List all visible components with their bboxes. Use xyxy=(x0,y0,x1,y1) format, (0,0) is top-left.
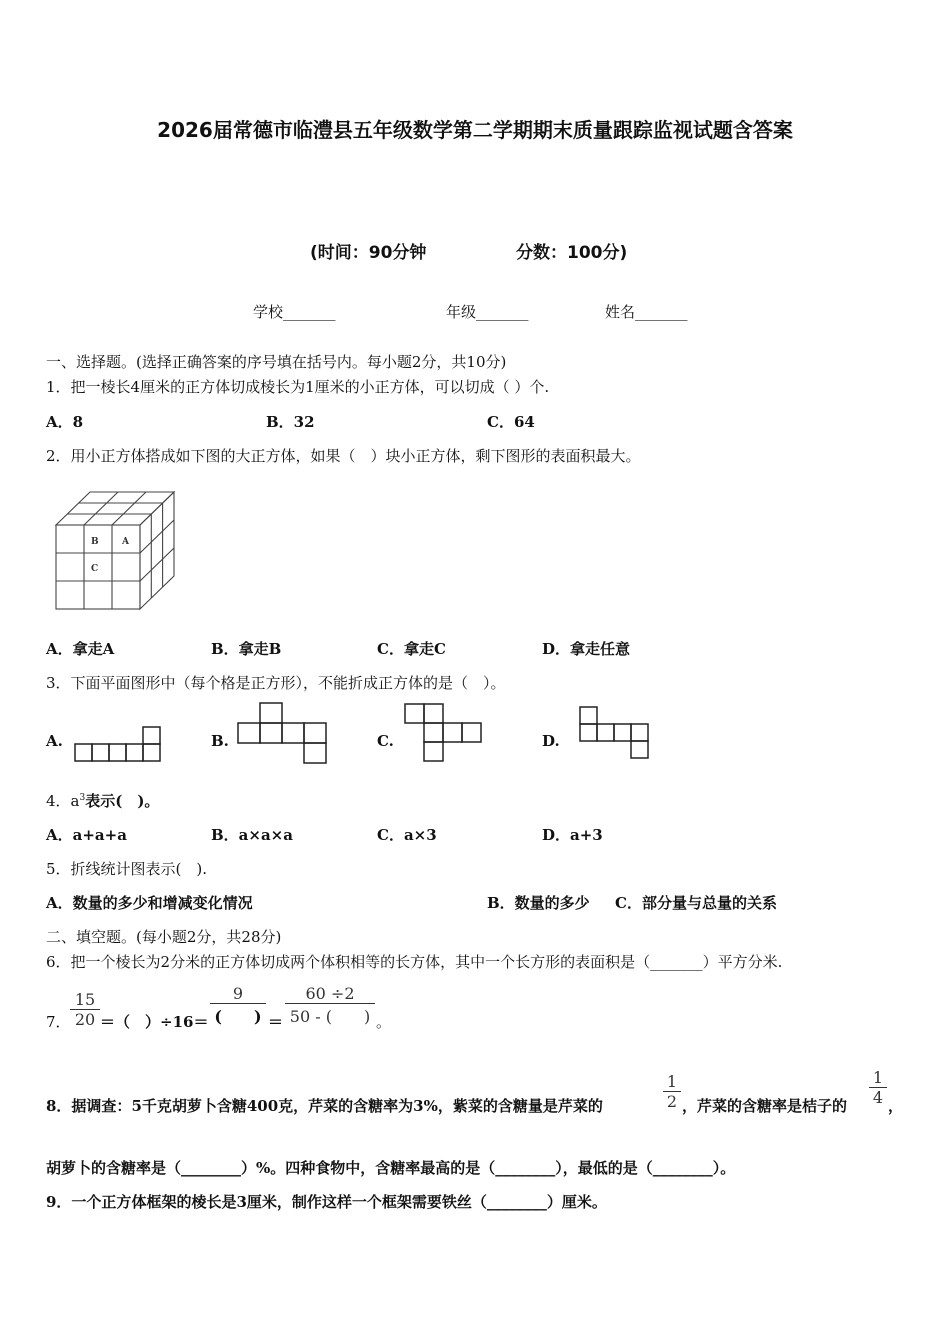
question-7-number: 7． xyxy=(46,1013,71,1031)
question-4: 4．$a^3$表示( )。 xyxy=(46,792,160,810)
q1-option-b: B．32 xyxy=(266,413,315,431)
net-b-figure xyxy=(237,702,331,764)
question-3: 3．下面平面图形中（每个格是正方形），不能折成正方体的是（ ）。 xyxy=(46,674,506,692)
page-title: 2026届常德市临澧县五年级数学第二学期期末质量跟踪监视试题含答案 xyxy=(157,118,793,142)
question-8-line-2: 胡萝卜的含糖率是（________）%。四种食物中，含糖率最高的是（________），最低的是（________）。 xyxy=(46,1159,736,1177)
q2-option-a: A．拿走A xyxy=(46,640,115,658)
q4-option-b: B．a×a×a xyxy=(211,826,293,844)
exam-time: (时间：90分钟 xyxy=(310,243,427,263)
q7-end: 。 xyxy=(376,1013,392,1031)
q5-option-c: C．部分量与总量的关系 xyxy=(615,894,777,912)
q3-option-d: D. xyxy=(542,732,560,750)
q1-option-c: C．64 xyxy=(487,413,535,431)
cube-label-a: A xyxy=(122,537,129,547)
q2-option-c: C．拿走C xyxy=(377,640,446,658)
question-2: 2．用小正方体搭成如下图的大正方体，如果（ ）块小正方体，剩下图形的表面积最大。 xyxy=(46,447,641,465)
q3-option-c: C. xyxy=(377,732,394,750)
q4-option-c: C．a×3 xyxy=(377,826,437,844)
question-8: 8．据调查：5千克胡萝卜含糖400克，芹菜的含糖率为3%，紫菜的含糖量是芹菜的 xyxy=(46,1097,603,1115)
q2-option-d: D．拿走任意 xyxy=(542,640,631,658)
q3-option-a: A. xyxy=(46,732,63,750)
q8-fraction-half: 1 2 xyxy=(663,1072,681,1111)
q1-option-a: A．8 xyxy=(46,413,84,431)
q7-fraction-1: 15 20 xyxy=(70,990,100,1029)
section-2-heading: 二、填空题。(每小题2分，共28分) xyxy=(46,928,282,946)
q7-fraction-2: 9 ( ) xyxy=(210,984,266,1027)
name-field: 姓名_______ xyxy=(605,303,688,321)
net-d-figure xyxy=(579,706,653,762)
q7-equals: ＝ xyxy=(268,1013,284,1031)
q5-option-a: A．数量的多少和增减变化情况 xyxy=(46,894,253,912)
exam-score: 分数：100分) xyxy=(516,243,628,263)
q8-middle: ，芹菜的含糖率是桔子的 xyxy=(682,1097,848,1115)
cube-figure xyxy=(54,490,178,612)
q8-comma: ， xyxy=(888,1097,904,1115)
question-6: 6．把一个棱长为2分米的正方体切成两个体积相等的长方体，其中一个长方形的表面积是（_______）平方分米. xyxy=(46,953,783,971)
question-9: 9．一个正方体框架的棱长是3厘米，制作这样一个框架需要铁丝（________）厘米。 xyxy=(46,1193,607,1211)
q3-option-b: B. xyxy=(211,732,229,750)
question-1: 1．把一棱长4厘米的正方体切成棱长为1厘米的小正方体，可以切成（ ）个. xyxy=(46,378,550,396)
q7-fraction-3: 60 ÷2 50 - ( ) xyxy=(285,984,375,1027)
section-1-heading: 一、选择题。(选择正确答案的序号填在括号内。每小题2分，共10分) xyxy=(46,353,507,371)
q7-middle: ＝（ ）÷16＝ xyxy=(100,1013,209,1031)
school-field: 学校_______ xyxy=(253,303,336,321)
question-5: 5．折线统计图表示( ). xyxy=(46,860,208,878)
q2-option-b: B．拿走B xyxy=(211,640,282,658)
grade-field: 年级_______ xyxy=(446,303,529,321)
q8-fraction-quarter: 1 4 xyxy=(869,1068,887,1107)
cube-label-b: B xyxy=(91,537,99,547)
cube-label-c: C xyxy=(91,564,99,574)
q4-option-a: A．a+a+a xyxy=(46,826,127,844)
q5-option-b: B．数量的多少 xyxy=(487,894,590,912)
q4-option-d: D．a+3 xyxy=(542,826,603,844)
net-a-figure xyxy=(74,726,164,762)
net-c-figure xyxy=(404,703,486,763)
